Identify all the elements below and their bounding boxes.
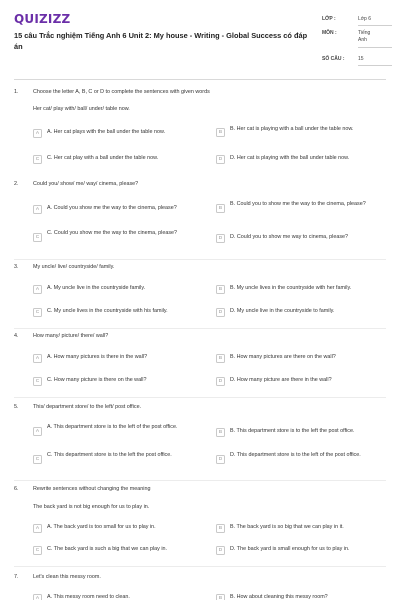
option-text: C. This department store is to the left the post office. — [47, 452, 172, 458]
question-text: My uncle/ live/ countryside/ family. — [33, 264, 115, 270]
question-text: Rewrite sentences without changing the meaning — [33, 486, 151, 492]
option-text: A. The back yard is too small for us to play in. — [47, 524, 156, 530]
meta-count-value: 15 — [358, 56, 364, 62]
option-letter-box[interactable]: A — [33, 354, 42, 363]
option-text: B. How many pictures are there on the wall? — [230, 354, 336, 360]
question-divider — [14, 328, 386, 329]
question-number: 7. — [14, 574, 19, 580]
question-text: Could you/ show/ me/ way/ cinema, please? — [33, 181, 139, 187]
option-letter-box[interactable]: B — [216, 128, 225, 137]
meta-subject-key: MÔN : — [322, 30, 337, 36]
option-letter-box[interactable]: C — [33, 377, 42, 386]
option-text: B. This department store is to the left the post office. — [230, 428, 355, 434]
option-letter-box[interactable]: A — [33, 594, 42, 600]
option-letter-box[interactable]: D — [216, 155, 225, 164]
option-text: B. How about cleaning this messy room? — [230, 594, 328, 600]
option-text: A. Could you show me the way to the cinema, please? — [47, 205, 177, 211]
option-letter-box[interactable]: C — [33, 546, 42, 555]
question-number: 2. — [14, 181, 19, 187]
meta-underline — [358, 47, 392, 48]
option-text: A. This department store is to the left of the post office. — [47, 424, 178, 430]
question-text: How many/ picture/ there/ wall? — [33, 333, 109, 339]
question-text: Choose the letter A, B, C or D to complete the sentences with given words — [33, 89, 210, 95]
option-letter-box[interactable]: A — [33, 524, 42, 533]
option-letter-box[interactable]: C — [33, 155, 42, 164]
option-text: B. My uncle lives in the countryside with her family. — [230, 285, 352, 291]
worksheet-title: 15 câu Trắc nghiệm Tiếng Anh 6 Unit 2: My house - Writing - Global Success có đáp án — [14, 31, 308, 51]
option-text: A. This messy room need to clean. — [47, 594, 130, 600]
question-text: Let's clean this messy room. — [33, 574, 101, 580]
option-letter-box[interactable]: C — [33, 233, 42, 242]
option-letter-box[interactable]: A — [33, 285, 42, 294]
option-text: D. Could you to show me way to cinema, please? — [230, 234, 349, 240]
option-text: D. How many picture are there in the wall? — [230, 377, 332, 383]
question-divider — [14, 480, 386, 481]
option-text: D. The back yard is small enough for us to play in. — [230, 546, 350, 552]
option-text: B. Her cat is playing with a ball under the table now. — [230, 126, 354, 132]
option-text: A. My uncle live in the countryside family. — [47, 285, 146, 291]
meta-subject-value: Tiếng Anh — [358, 30, 371, 43]
question-prompt: Her cat/ play with/ ball/ under/ table now. — [33, 106, 130, 112]
option-text: A. Her cat plays with the ball under the table now. — [47, 129, 166, 135]
option-text: D. Her cat is playing with the ball under table now. — [230, 155, 350, 161]
question-number: 1. — [14, 89, 19, 95]
option-letter-box[interactable]: B — [216, 524, 225, 533]
header-divider — [14, 79, 386, 80]
option-letter-box[interactable]: C — [33, 308, 42, 317]
meta-grade-value: Lớp 6 — [358, 16, 372, 22]
meta-count-key: SỐ CÂU : — [322, 56, 345, 62]
option-text: D. This department store is to the left of the post office. — [230, 452, 361, 458]
quizizz-logo: QUIZIZZ — [14, 12, 71, 26]
meta-underline — [358, 65, 392, 66]
option-text: C. My uncle lives in the countryside with his family. — [47, 308, 168, 314]
question-number: 4. — [14, 333, 19, 339]
option-text: C. The back yard is such a big that we can play in. — [47, 546, 168, 552]
question-number: 6. — [14, 486, 19, 492]
question-divider — [14, 397, 386, 398]
option-letter-box[interactable]: B — [216, 354, 225, 363]
question-divider — [14, 259, 386, 260]
option-text: C. Could you show me the way to the cinema, please? — [47, 230, 178, 236]
option-letter-box[interactable]: A — [33, 205, 42, 214]
question-number: 5. — [14, 404, 19, 410]
option-letter-box[interactable]: D — [216, 377, 225, 386]
option-text: C. How many picture is there on the wall? — [47, 377, 147, 383]
meta-grade-key: LỚP : — [322, 16, 336, 22]
option-letter-box[interactable]: D — [216, 308, 225, 317]
question-divider — [14, 566, 386, 567]
option-letter-box[interactable]: A — [33, 427, 42, 436]
option-letter-box[interactable]: B — [216, 428, 225, 437]
option-text: A. How many pictures is there in the wall? — [47, 354, 148, 360]
option-letter-box[interactable]: D — [216, 455, 225, 464]
option-letter-box[interactable]: B — [216, 204, 225, 213]
option-letter-box[interactable]: B — [216, 285, 225, 294]
option-letter-box[interactable]: D — [216, 234, 225, 243]
option-letter-box[interactable]: A — [33, 129, 42, 138]
option-text: D. My uncle live in the countryside to family. — [230, 308, 335, 314]
option-text: B. The back yard is so big that we can play in it. — [230, 524, 344, 530]
option-text: B. Could you to show me the way to the cinema, please? — [230, 201, 366, 207]
meta-underline — [358, 25, 392, 26]
option-letter-box[interactable]: D — [216, 546, 225, 555]
option-text: C. Her cat play with a ball under the table now. — [47, 155, 159, 161]
option-letter-box[interactable]: B — [216, 594, 225, 600]
question-prompt: The back yard is not big enough for us to play in. — [33, 504, 150, 510]
option-letter-box[interactable]: C — [33, 455, 42, 464]
question-text: This/ department store/ to the left/ post office. — [33, 404, 142, 410]
question-number: 3. — [14, 264, 19, 270]
